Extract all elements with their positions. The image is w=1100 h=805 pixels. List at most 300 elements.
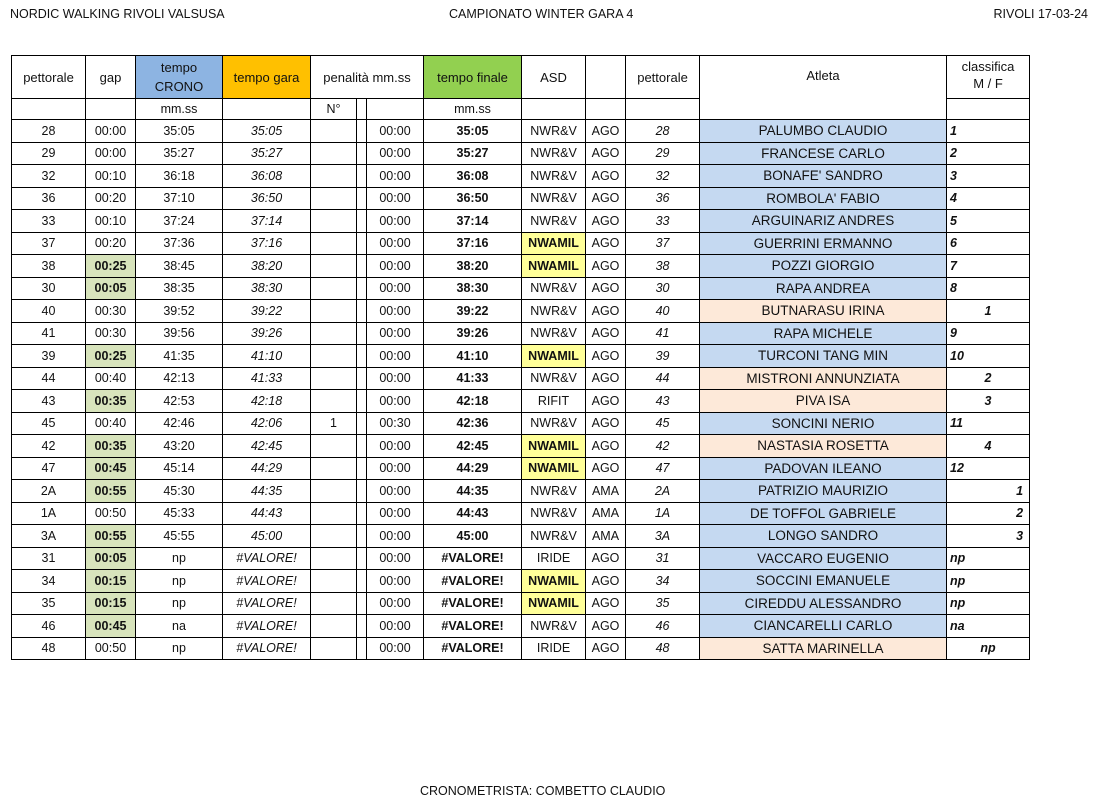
classifica-cell: np: [947, 637, 1030, 660]
pettorale-cell: 47: [12, 457, 86, 480]
col-header-atleta: Atleta: [700, 56, 947, 120]
tempo-gara-cell: 42:06: [223, 412, 311, 435]
penalty-count-cell: [311, 300, 357, 323]
asd-cell: NWR&V: [522, 412, 586, 435]
tempo-gara-cell: 41:10: [223, 345, 311, 368]
spacer-cell: [357, 345, 367, 368]
athlete-name-cell: PADOVAN ILEANO: [700, 457, 947, 480]
pettorale-2-cell: 32: [626, 165, 700, 188]
tempo-finale-cell: 44:43: [424, 502, 522, 525]
table-row: [12, 412, 1030, 435]
category-cell: AGO: [586, 255, 626, 278]
tempo-crono-cell: 45:14: [136, 457, 223, 480]
category-cell: AGO: [586, 232, 626, 255]
tempo-gara-cell: 37:14: [223, 210, 311, 233]
asd-cell: NWR&V: [522, 525, 586, 548]
pettorale-cell: 29: [12, 142, 86, 165]
pettorale-cell: 42: [12, 435, 86, 458]
pettorale-cell: 32: [12, 165, 86, 188]
spacer-cell: [357, 525, 367, 548]
asd-cell: NWAMIL: [522, 345, 586, 368]
tempo-finale-cell: 35:05: [424, 120, 522, 143]
pettorale-2-cell: 42: [626, 435, 700, 458]
spacer-cell: [357, 457, 367, 480]
athlete-name-cell: RAPA ANDREA: [700, 277, 947, 300]
pettorale-cell: 3A: [12, 525, 86, 548]
spacer-cell: [357, 300, 367, 323]
pettorale-cell: 45: [12, 412, 86, 435]
penalty-time-cell: 00:00: [367, 457, 424, 480]
athlete-name-cell: GUERRINI ERMANNO: [700, 232, 947, 255]
tempo-gara-cell: 45:00: [223, 525, 311, 548]
pettorale-cell: 38: [12, 255, 86, 278]
classifica-cell: np: [947, 570, 1030, 593]
spacer-cell: [357, 480, 367, 503]
tempo-finale-cell: 41:33: [424, 367, 522, 390]
classifica-cell: 3: [947, 165, 1030, 188]
gap-cell: 00:30: [86, 300, 136, 323]
asd-cell: RIFIT: [522, 390, 586, 413]
tempo-crono-cell: 45:30: [136, 480, 223, 503]
penalty-time-cell: 00:00: [367, 570, 424, 593]
athlete-name-cell: FRANCESE CARLO: [700, 142, 947, 165]
pettorale-cell: 2A: [12, 480, 86, 503]
asd-cell: NWAMIL: [522, 435, 586, 458]
sub-empty-1: [12, 99, 86, 120]
asd-cell: NWR&V: [522, 187, 586, 210]
penalty-count-cell: [311, 187, 357, 210]
pettorale-2-cell: 3A: [626, 525, 700, 548]
tempo-finale-cell: 45:00: [424, 525, 522, 548]
tempo-gara-cell: 39:22: [223, 300, 311, 323]
pettorale-2-cell: 34: [626, 570, 700, 593]
gap-cell: 00:50: [86, 637, 136, 660]
timekeeper: CRONOMETRISTA: COMBETTO CLAUDIO: [420, 784, 666, 798]
classifica-cell: np: [947, 592, 1030, 615]
tempo-finale-cell: 41:10: [424, 345, 522, 368]
tempo-finale-cell: 42:45: [424, 435, 522, 458]
tempo-gara-cell: 35:27: [223, 142, 311, 165]
gap-cell: 00:15: [86, 592, 136, 615]
tempo-crono-cell: 42:53: [136, 390, 223, 413]
tempo-crono-cell: np: [136, 570, 223, 593]
athlete-name-cell: SATTA MARINELLA: [700, 637, 947, 660]
penalty-count-cell: [311, 210, 357, 233]
penalty-time-cell: 00:00: [367, 345, 424, 368]
pettorale-cell: 34: [12, 570, 86, 593]
category-cell: AGO: [586, 390, 626, 413]
penalty-time-cell: 00:00: [367, 255, 424, 278]
pettorale-cell: 48: [12, 637, 86, 660]
pettorale-cell: 39: [12, 345, 86, 368]
spacer-cell: [357, 210, 367, 233]
penalty-time-cell: 00:00: [367, 187, 424, 210]
asd-cell: NWR&V: [522, 142, 586, 165]
tempo-gara-cell: 36:08: [223, 165, 311, 188]
tempo-gara-cell: #VALORE!: [223, 570, 311, 593]
tempo-gara-cell: 42:45: [223, 435, 311, 458]
penalty-count-cell: [311, 615, 357, 638]
classifica-cell: 4: [947, 435, 1030, 458]
gap-cell: 00:45: [86, 615, 136, 638]
sub-pen-count: N°: [311, 99, 357, 120]
category-cell: AGO: [586, 345, 626, 368]
athlete-name-cell: BONAFE' SANDRO: [700, 165, 947, 188]
pettorale-2-cell: 2A: [626, 480, 700, 503]
category-cell: AGO: [586, 435, 626, 458]
athlete-name-cell: BUTNARASU IRINA: [700, 300, 947, 323]
sub-empty-6: [522, 99, 586, 120]
col-header-classifica: classifica M / F: [947, 56, 1030, 99]
sub-empty-8: [626, 99, 700, 120]
penalty-time-cell: 00:00: [367, 592, 424, 615]
spacer-cell: [357, 277, 367, 300]
tempo-crono-cell: 39:52: [136, 300, 223, 323]
gap-cell: 00:35: [86, 390, 136, 413]
penalty-count-cell: [311, 165, 357, 188]
pettorale-2-cell: 39: [626, 345, 700, 368]
tempo-gara-cell: 41:33: [223, 367, 311, 390]
tempo-gara-cell: #VALORE!: [223, 637, 311, 660]
col-header-tempo-gara: tempo gara: [223, 56, 311, 99]
asd-cell: NWAMIL: [522, 457, 586, 480]
tempo-gara-cell: #VALORE!: [223, 547, 311, 570]
penalty-time-cell: 00:30: [367, 412, 424, 435]
gap-cell: 00:15: [86, 570, 136, 593]
penalty-count-cell: [311, 525, 357, 548]
spacer-cell: [357, 435, 367, 458]
category-cell: AGO: [586, 615, 626, 638]
classifica-cell: 7: [947, 255, 1030, 278]
classifica-cell: 6: [947, 232, 1030, 255]
spacer-cell: [357, 570, 367, 593]
athlete-name-cell: PALUMBO CLAUDIO: [700, 120, 947, 143]
table-row: [12, 637, 1030, 660]
category-cell: AGO: [586, 570, 626, 593]
gap-cell: 00:30: [86, 322, 136, 345]
classifica-cell: 10: [947, 345, 1030, 368]
athlete-name-cell: CIREDDU ALESSANDRO: [700, 592, 947, 615]
spacer-cell: [357, 322, 367, 345]
gap-cell: 00:25: [86, 345, 136, 368]
results-table: [11, 55, 1030, 660]
gap-cell: 00:00: [86, 142, 136, 165]
pettorale-cell: 1A: [12, 502, 86, 525]
club-name: NORDIC WALKING RIVOLI VALSUSA: [10, 7, 225, 21]
spacer-cell: [357, 120, 367, 143]
penalty-count-cell: [311, 120, 357, 143]
pettorale-2-cell: 30: [626, 277, 700, 300]
penalty-time-cell: 00:00: [367, 232, 424, 255]
tempo-gara-cell: 35:05: [223, 120, 311, 143]
category-cell: AGO: [586, 547, 626, 570]
pettorale-cell: 36: [12, 187, 86, 210]
spacer-cell: [357, 592, 367, 615]
pettorale-cell: 28: [12, 120, 86, 143]
spacer-cell: [357, 637, 367, 660]
tempo-crono-cell: 45:33: [136, 502, 223, 525]
penalty-time-cell: 00:00: [367, 502, 424, 525]
asd-cell: IRIDE: [522, 637, 586, 660]
pettorale-2-cell: 38: [626, 255, 700, 278]
pettorale-2-cell: 28: [626, 120, 700, 143]
penalty-count-cell: [311, 592, 357, 615]
table-row: [12, 142, 1030, 165]
classifica-cell: 11: [947, 412, 1030, 435]
pettorale-cell: 41: [12, 322, 86, 345]
athlete-name-cell: PATRIZIO MAURIZIO: [700, 480, 947, 503]
pettorale-2-cell: 43: [626, 390, 700, 413]
penalty-count-cell: [311, 570, 357, 593]
sub-crono-unit: mm.ss: [136, 99, 223, 120]
pettorale-2-cell: 31: [626, 547, 700, 570]
classifica-cell: 9: [947, 322, 1030, 345]
tempo-gara-cell: 42:18: [223, 390, 311, 413]
tempo-finale-cell: 35:27: [424, 142, 522, 165]
penalty-count-cell: [311, 322, 357, 345]
category-cell: AGO: [586, 277, 626, 300]
pettorale-2-cell: 37: [626, 232, 700, 255]
asd-cell: IRIDE: [522, 547, 586, 570]
table-row: [12, 322, 1030, 345]
spacer-cell: [357, 232, 367, 255]
col-header-gap: gap: [86, 56, 136, 99]
penalty-time-cell: 00:00: [367, 637, 424, 660]
pettorale-2-cell: 48: [626, 637, 700, 660]
athlete-name-cell: SONCINI NERIO: [700, 412, 947, 435]
asd-cell: NWR&V: [522, 615, 586, 638]
pettorale-2-cell: 45: [626, 412, 700, 435]
athlete-name-cell: ARGUINARIZ ANDRES: [700, 210, 947, 233]
tempo-crono-cell: np: [136, 637, 223, 660]
tempo-finale-cell: #VALORE!: [424, 547, 522, 570]
pettorale-cell: 44: [12, 367, 86, 390]
penalty-count-cell: [311, 390, 357, 413]
table-row: [12, 547, 1030, 570]
penalty-count-cell: [311, 345, 357, 368]
spacer-cell: [357, 165, 367, 188]
table-row: [12, 570, 1030, 593]
penalty-time-cell: 00:00: [367, 367, 424, 390]
asd-cell: NWR&V: [522, 165, 586, 188]
penalty-time-cell: 00:00: [367, 165, 424, 188]
tempo-gara-cell: 44:29: [223, 457, 311, 480]
table-row: [12, 480, 1030, 503]
table-row: [12, 615, 1030, 638]
tempo-crono-cell: 43:20: [136, 435, 223, 458]
tempo-finale-cell: #VALORE!: [424, 637, 522, 660]
penalty-count-cell: [311, 435, 357, 458]
asd-cell: NWR&V: [522, 300, 586, 323]
table-row: [12, 435, 1030, 458]
pettorale-2-cell: 44: [626, 367, 700, 390]
tempo-gara-cell: 44:35: [223, 480, 311, 503]
pettorale-cell: 43: [12, 390, 86, 413]
tempo-gara-cell: #VALORE!: [223, 615, 311, 638]
asd-cell: NWR&V: [522, 322, 586, 345]
asd-cell: NWR&V: [522, 277, 586, 300]
table-row: [12, 210, 1030, 233]
tempo-crono-cell: 38:45: [136, 255, 223, 278]
sub-empty-3: [223, 99, 311, 120]
table-row: [12, 255, 1030, 278]
col-header-category: [586, 56, 626, 99]
athlete-name-cell: LONGO SANDRO: [700, 525, 947, 548]
spacer-cell: [357, 615, 367, 638]
spacer-cell: [357, 412, 367, 435]
penalty-time-cell: 00:00: [367, 120, 424, 143]
sub-empty-9: [947, 99, 1030, 120]
tempo-crono-cell: 38:35: [136, 277, 223, 300]
pettorale-cell: 33: [12, 210, 86, 233]
gap-cell: 00:00: [86, 120, 136, 143]
penalty-count-cell: [311, 232, 357, 255]
athlete-name-cell: TURCONI TANG MIN: [700, 345, 947, 368]
spacer-cell: [357, 187, 367, 210]
tempo-finale-cell: 42:36: [424, 412, 522, 435]
asd-cell: NWR&V: [522, 502, 586, 525]
category-cell: AGO: [586, 457, 626, 480]
col-header-pettorale-2: pettorale: [626, 56, 700, 99]
tempo-finale-cell: 39:22: [424, 300, 522, 323]
table-row: [12, 120, 1030, 143]
sub-finale-unit: mm.ss: [424, 99, 522, 120]
tempo-crono-cell: 35:05: [136, 120, 223, 143]
tempo-gara-cell: 38:30: [223, 277, 311, 300]
pettorale-cell: 40: [12, 300, 86, 323]
tempo-finale-cell: 44:29: [424, 457, 522, 480]
tempo-finale-cell: 39:26: [424, 322, 522, 345]
asd-cell: NWAMIL: [522, 570, 586, 593]
gap-cell: 00:40: [86, 367, 136, 390]
penalty-time-cell: 00:00: [367, 435, 424, 458]
gap-cell: 00:25: [86, 255, 136, 278]
pettorale-cell: 31: [12, 547, 86, 570]
asd-cell: NWR&V: [522, 367, 586, 390]
gap-cell: 00:45: [86, 457, 136, 480]
classifica-cell: 1: [947, 120, 1030, 143]
gap-cell: 00:10: [86, 210, 136, 233]
tempo-crono-cell: 42:46: [136, 412, 223, 435]
tempo-crono-cell: 45:55: [136, 525, 223, 548]
classifica-cell: 2: [947, 502, 1030, 525]
tempo-finale-cell: 36:08: [424, 165, 522, 188]
category-cell: AGO: [586, 592, 626, 615]
penalty-time-cell: 00:00: [367, 210, 424, 233]
asd-cell: NWR&V: [522, 210, 586, 233]
table-row: [12, 232, 1030, 255]
classifica-cell: 2: [947, 142, 1030, 165]
pettorale-2-cell: 36: [626, 187, 700, 210]
athlete-name-cell: PIVA ISA: [700, 390, 947, 413]
table-row: [12, 502, 1030, 525]
pettorale-cell: 37: [12, 232, 86, 255]
penalty-time-cell: 00:00: [367, 142, 424, 165]
penalty-time-cell: 00:00: [367, 525, 424, 548]
category-cell: AGO: [586, 412, 626, 435]
asd-cell: NWAMIL: [522, 255, 586, 278]
tempo-finale-cell: 42:18: [424, 390, 522, 413]
classifica-cell: na: [947, 615, 1030, 638]
athlete-name-cell: VACCARO EUGENIO: [700, 547, 947, 570]
penalty-time-cell: 00:00: [367, 322, 424, 345]
category-cell: AGO: [586, 637, 626, 660]
category-cell: AGO: [586, 300, 626, 323]
penalty-count-cell: [311, 547, 357, 570]
tempo-finale-cell: 38:30: [424, 277, 522, 300]
classifica-cell: np: [947, 547, 1030, 570]
classifica-cell: 4: [947, 187, 1030, 210]
tempo-crono-cell: 35:27: [136, 142, 223, 165]
category-cell: AGO: [586, 367, 626, 390]
tempo-crono-cell: np: [136, 547, 223, 570]
classifica-cell: 3: [947, 390, 1030, 413]
tempo-finale-cell: #VALORE!: [424, 592, 522, 615]
penalty-count-cell: [311, 277, 357, 300]
sub-empty-4: [357, 99, 367, 120]
tempo-crono-cell: np: [136, 592, 223, 615]
athlete-name-cell: MISTRONI ANNUNZIATA: [700, 367, 947, 390]
gap-cell: 00:40: [86, 412, 136, 435]
col-header-asd: ASD: [522, 56, 586, 99]
pettorale-2-cell: 47: [626, 457, 700, 480]
category-cell: AGO: [586, 187, 626, 210]
col-header-tempo-crono: tempo CRONO: [136, 56, 223, 99]
athlete-name-cell: DE TOFFOL GABRIELE: [700, 502, 947, 525]
tempo-crono-cell: 36:18: [136, 165, 223, 188]
penalty-time-cell: 00:00: [367, 390, 424, 413]
gap-cell: 00:55: [86, 525, 136, 548]
penalty-count-cell: [311, 637, 357, 660]
tempo-finale-cell: #VALORE!: [424, 615, 522, 638]
classifica-cell: 3: [947, 525, 1030, 548]
tempo-finale-cell: 44:35: [424, 480, 522, 503]
category-cell: AMA: [586, 502, 626, 525]
category-cell: AGO: [586, 322, 626, 345]
pettorale-2-cell: 1A: [626, 502, 700, 525]
athlete-name-cell: SOCCINI EMANUELE: [700, 570, 947, 593]
tempo-finale-cell: 38:20: [424, 255, 522, 278]
gap-cell: 00:50: [86, 502, 136, 525]
category-cell: AMA: [586, 480, 626, 503]
category-cell: AMA: [586, 525, 626, 548]
gap-cell: 00:55: [86, 480, 136, 503]
classifica-cell: 12: [947, 457, 1030, 480]
gap-cell: 00:20: [86, 232, 136, 255]
pettorale-2-cell: 29: [626, 142, 700, 165]
table-row: [12, 457, 1030, 480]
athlete-name-cell: RAPA MICHELE: [700, 322, 947, 345]
pettorale-2-cell: 40: [626, 300, 700, 323]
athlete-name-cell: CIANCARELLI CARLO: [700, 615, 947, 638]
table-row: [12, 525, 1030, 548]
tempo-finale-cell: 36:50: [424, 187, 522, 210]
sub-empty-5: [367, 99, 424, 120]
table-row: [12, 277, 1030, 300]
gap-cell: 00:35: [86, 435, 136, 458]
asd-cell: NWR&V: [522, 480, 586, 503]
penalty-count-cell: 1: [311, 412, 357, 435]
tempo-crono-cell: 41:35: [136, 345, 223, 368]
penalty-count-cell: [311, 142, 357, 165]
pettorale-cell: 46: [12, 615, 86, 638]
col-header-tempo-finale: tempo finale: [424, 56, 522, 99]
spacer-cell: [357, 547, 367, 570]
table-row: [12, 367, 1030, 390]
classifica-cell: 1: [947, 300, 1030, 323]
place-date: RIVOLI 17-03-24: [993, 7, 1088, 21]
spacer-cell: [357, 367, 367, 390]
